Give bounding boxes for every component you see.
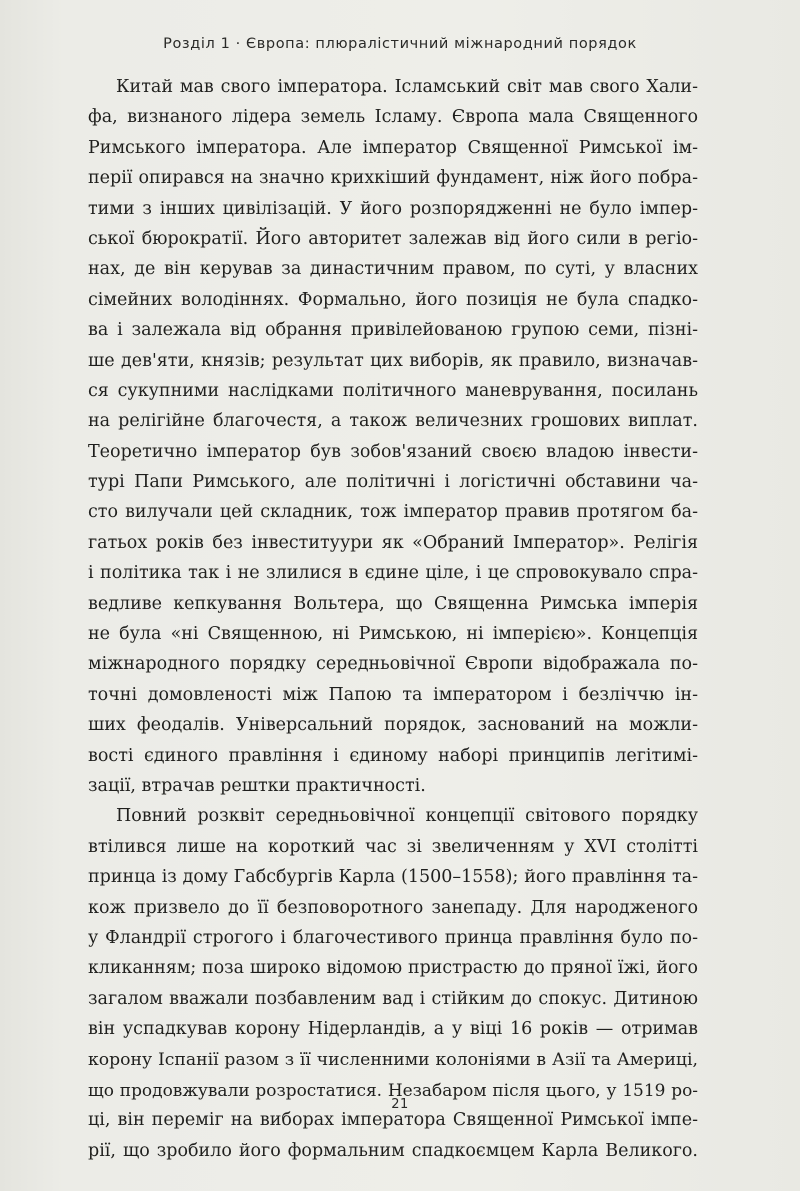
text-line: Китай мав свого імператора. Ісламський світ мав свого Хали-	[116, 77, 698, 97]
text-line: кликанням; поза широко відомою пристрастю до пряної їжі, його	[88, 958, 698, 979]
text-line: вості єдиного правління і єдиному наборі принципів легітимі-	[88, 745, 698, 766]
text-line: тими з інших цивілізацій. У його розпорядженні не було імпер-	[88, 198, 698, 219]
text-line: турі Папи Римського, але політичні і логістичні обставини ча-	[88, 472, 698, 493]
running-head: Розділ 1 · Європа: плюралістичний міжнародний порядок	[163, 36, 637, 52]
text-line: міжнародного порядку середньовічної Європи відображала по-	[88, 654, 698, 675]
text-line: Теоретично імператор був зобов'язаний своєю владою інвести-	[88, 441, 698, 462]
text-line: і політика так і не злилися в єдине ціле, і це спровокувало спра-	[88, 563, 698, 584]
text-line: ської бюрократії. Його авторитет залежав від його сили в регіо-	[88, 228, 698, 249]
text-line: сто вилучали цей складник, тож імператор правив протягом ба-	[88, 502, 698, 523]
text-line: корону Іспанії разом з її численними колоніями в Азії та Америці,	[88, 1049, 698, 1070]
page-number: 21	[391, 1097, 409, 1112]
text-line: ведливе кепкування Вольтера, що Священна Римська імперія	[88, 593, 698, 614]
text-line: він успадкував корону Нідерландів, а у віці 16 років — отримав	[88, 1019, 698, 1040]
text-line: ше дев'яти, князів; результат цих виборів, як правило, визначав-	[88, 350, 698, 371]
text-line: ці, він переміг на виборах імператора Священної Римської імпе-	[88, 1110, 698, 1131]
text-line: перії опирався на значно крихкіший фундамент, ніж його побра-	[88, 168, 698, 189]
text-line: не була «ні Священною, ні Римською, ні імперією». Концепція	[88, 624, 698, 645]
text-line: фа, визнаного лідера земель Ісламу. Європа мала Священного	[88, 107, 698, 128]
text-line: зації, втрачав рештки практичності.	[88, 775, 426, 796]
text-line: нах, де він керував за династичним правом, по суті, у власних	[88, 259, 698, 280]
text-line: втілився лише на короткий час зі звеличенням у XVI столітті	[88, 836, 698, 857]
text-line: ся сукупними наслідками політичного маневрування, посилань	[88, 380, 698, 401]
text-line: рії, що зробило його формальним спадкоємцем Карла Великого.	[88, 1140, 698, 1161]
text-line: сімейних володіннях. Формально, його позиція не була спадко-	[88, 289, 698, 310]
text-line: Повний розквіт середньовічної концепції світового порядку	[116, 806, 698, 827]
text-line: гатьох років без інвеституури як «Обраний Імператор». Релігія	[88, 532, 698, 553]
text-line: на релігійне благочестя, а також величезних грошових виплат.	[88, 411, 698, 432]
paragraph-1	[88, 72, 698, 801]
text-line: точні домовленості між Папою та імператором і безліччю ін-	[88, 684, 698, 705]
text-line: кож призвело до її безповоротного занепаду. Для народженого	[88, 897, 698, 918]
text-line: ва і залежала від обрання привілейованою групою семи, пізні-	[88, 320, 698, 341]
text-line: ших феодалів. Універсальний порядок, заснований на можли-	[88, 715, 698, 736]
text-line: у Фландрії строгого і благочестивого принца правління було по-	[88, 927, 698, 948]
text-line: Римського імператора. Але імператор Священної Римської ім-	[88, 137, 698, 158]
text-line: принца із дому Габсбургів Карла (1500–1558); його правління та-	[88, 867, 698, 888]
text-line: що продовжували розростатися. Незабаром після цього, у 1519 ро-	[88, 1079, 698, 1100]
text-line: загалом вважали позбавленим вад і стійким до спокус. Дитиною	[88, 988, 698, 1009]
body-text	[88, 72, 698, 1166]
